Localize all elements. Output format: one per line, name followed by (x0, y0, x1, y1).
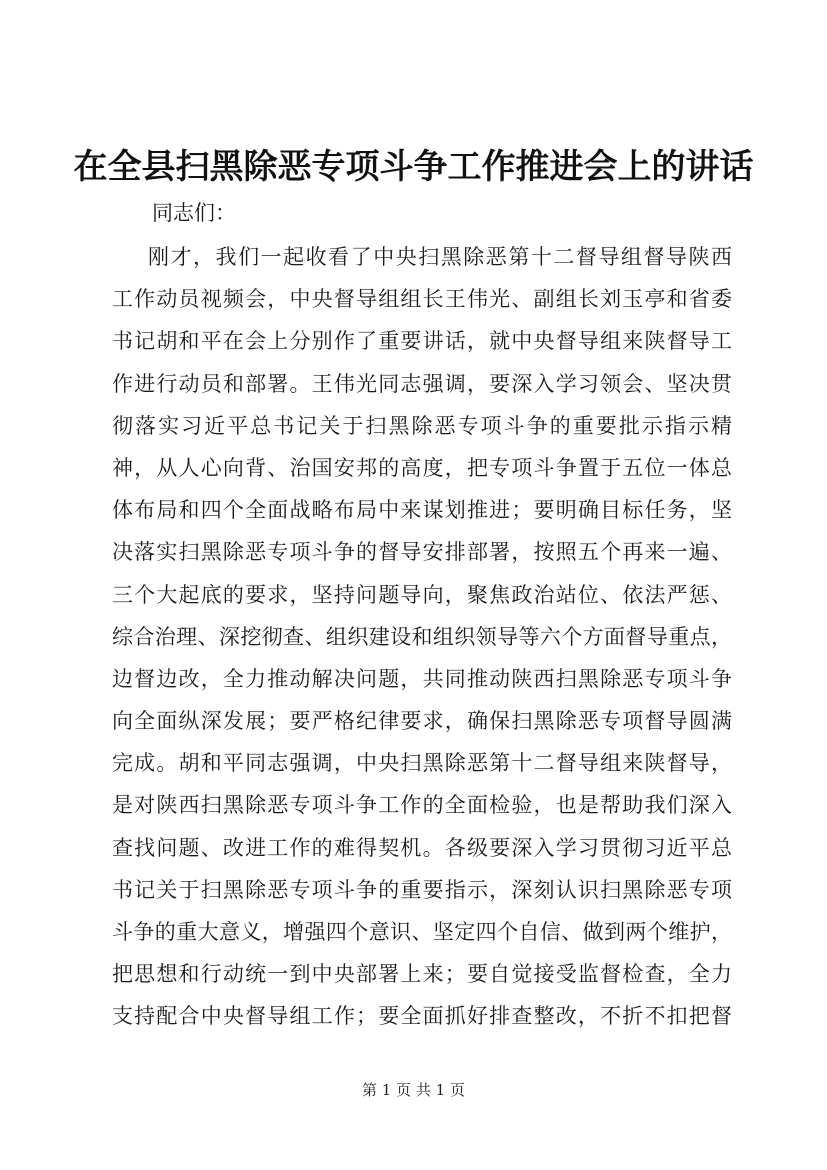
paragraph-line: 书记关于扫黑除恶专项斗争的重要指示，深刻认识扫黑除恶专项 (112, 877, 732, 902)
salutation: 同志们： (152, 201, 236, 225)
paragraph-line: 作进行动员和部署。王伟光同志强调，要深入学习领会、坚决贯 (112, 371, 732, 396)
paragraph-line: 刚才，我们一起收看了中央扫黑除恶第十二督导组督导陕西 (148, 245, 732, 269)
paragraph-line: 工作动员视频会，中央督导组组长王伟光、副组长刘玉亭和省委 (112, 287, 732, 312)
body-paragraph (112, 236, 732, 1038)
paragraph-line: 神，从人心向背、治国安邦的高度，把专项斗争置于五位一体总 (112, 455, 732, 480)
page-footer: 第 1 页 共 1 页 (362, 1081, 465, 1099)
paragraph-line: 决落实扫黑除恶专项斗争的督导安排部署，按照五个再来一遍、 (112, 540, 732, 565)
paragraph-line: 是对陕西扫黑除恶专项斗争工作的全面检验，也是帮助我们深入 (112, 793, 732, 818)
paragraph-line: 支持配合中央督导组工作；要全面抓好排查整改，不折不扣把督 (112, 1004, 732, 1029)
paragraph-line: 斗争的重大意义，增强四个意识、坚定四个自信、做到两个维护， (112, 920, 732, 944)
document-title: 在全县扫黑除恶专项斗争工作推进会上的讲话 (73, 147, 754, 187)
paragraph-line: 书记胡和平在会上分别作了重要讲话，就中央督导组来陕督导工 (112, 329, 732, 354)
paragraph-line: 把思想和行动统一到中央部署上来；要自觉接受监督检查，全力 (112, 962, 732, 987)
paragraph-line: 向全面纵深发展；要严格纪律要求，确保扫黑除恶专项督导圆满 (112, 709, 732, 734)
paragraph-line: 三个大起底的要求，坚持问题导向，聚焦政治站位、依法严惩、 (112, 582, 732, 607)
paragraph-line: 查找问题、改进工作的难得契机。各级要深入学习贯彻习近平总 (112, 835, 732, 860)
paragraph-line: 综合治理、深挖彻查、组织建设和组织领导等六个方面督导重点， (112, 624, 732, 649)
paragraph-line: 彻落实习近平总书记关于扫黑除恶专项斗争的重要批示指示精 (112, 413, 732, 438)
paragraph-line: 边督边改，全力推动解决问题，共同推动陕西扫黑除恶专项斗争 (112, 666, 732, 691)
paragraph-line: 体布局和四个全面战略布局中来谋划推进；要明确目标任务，坚 (112, 498, 732, 523)
paragraph-line: 完成。胡和平同志强调，中央扫黑除恶第十二督导组来陕督导， (112, 751, 732, 776)
